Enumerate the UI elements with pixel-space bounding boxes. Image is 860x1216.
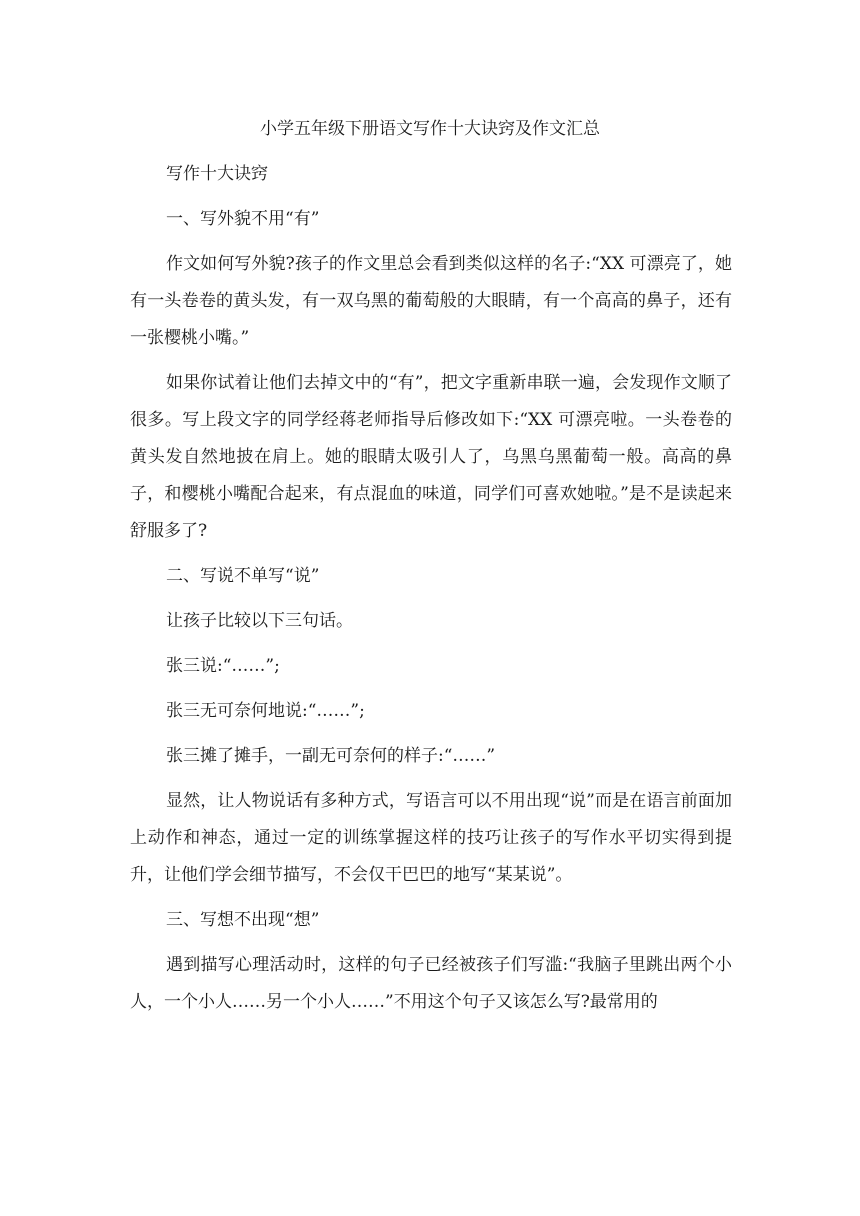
body-paragraph: 遇到描写心理活动时，这样的句子已经被孩子们写滥:“我脑子里跳出两个小人，一个小人……另一个小人……”不用这个句子又该怎么写?最常用的	[130, 955, 732, 1012]
body-paragraph: 作文如何写外貌?孩子的作文里总会看到类似这样的名子:“XX 可漂亮了，她有一头卷卷的黄头发，有一双乌黑的葡萄般的大眼睛，有一个高高的鼻子，还有一张樱桃小嘴。”	[130, 254, 732, 348]
document-title: 小学五年级下册语文写作十大诀窍及作文汇总	[260, 119, 600, 139]
body-paragraph: 显然，让人物说话有多种方式，写语言可以不用出现“说”而是在语言前面加上动作和神态，通过一定的训练掌握这样的技巧让孩子的写作水平切实得到提升，让他们学会细节描写，不会仅干巴巴的地写“某某说”。	[130, 791, 732, 885]
example-line: 张三摊了摊手，一副无可奈何的样子:“……”	[166, 746, 496, 766]
body-paragraph: 如果你试着让他们去掉文中的“有”，把文字重新串联一遍，会发现作文顺了很多。写上段文字的同学经蒋老师指导后修改如下:“XX 可漂亮啦。一头卷卷的黄头发自然地披在肩上。她的眼睛太吸引人了，乌黑乌黑葡萄一般。高高的鼻子，和樱桃小嘴配合起来，有点混血的味道，同学们可喜欢她啦。”是不是读起来舒服多了?	[130, 373, 732, 541]
subsection-heading: 三、写想不出现“想”	[166, 910, 320, 930]
subsection-heading: 一、写外貌不用“有”	[166, 209, 320, 229]
body-paragraph: 让孩子比较以下三句话。	[166, 611, 353, 631]
document-body	[130, 156, 732, 1029]
section-heading: 写作十大诀窍	[166, 164, 268, 184]
example-line: 张三无可奈何地说:“……”;	[166, 701, 365, 721]
subsection-heading: 二、写说不单写“说”	[166, 566, 320, 586]
example-line: 张三说:“……”;	[166, 656, 280, 676]
